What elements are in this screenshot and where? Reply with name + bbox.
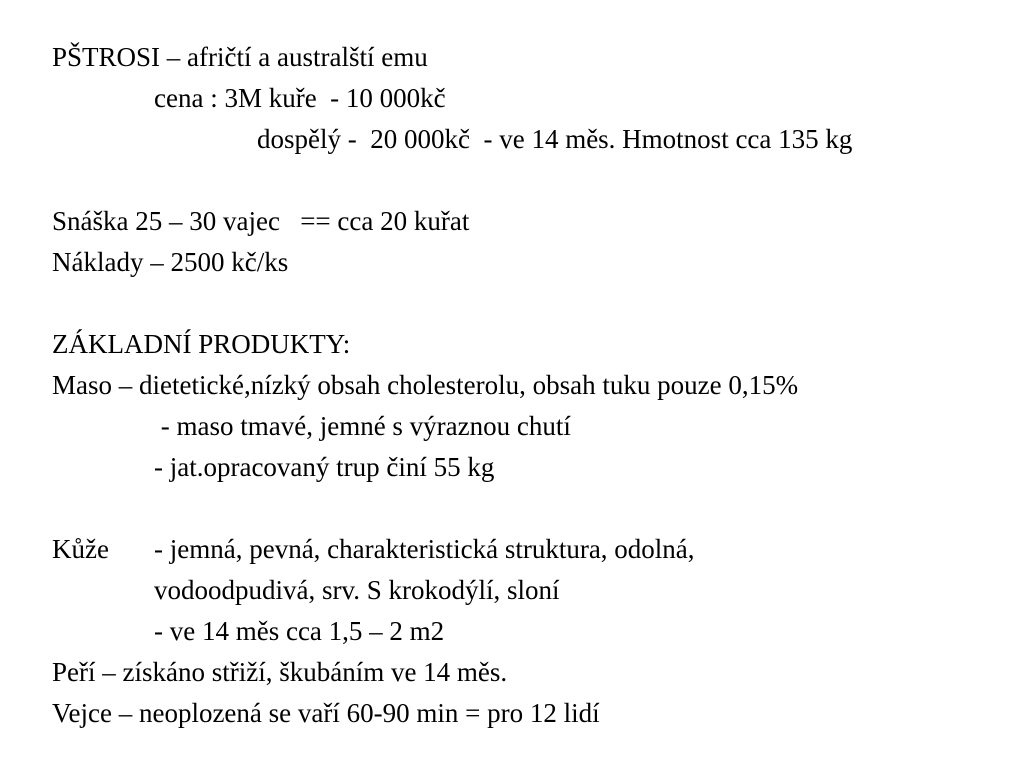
costs-line: Náklady – 2500 kč/ks xyxy=(52,247,289,277)
skin-label: Kůže xyxy=(52,534,109,564)
skin-line-2: vodoodpudivá, srv. S krokodýlí, sloní xyxy=(154,575,560,605)
skin-line-1: - jemná, pevná, charakteristická struktura, odolná, xyxy=(154,534,695,564)
feathers-line: Peří – získáno střiží, škubáním ve 14 měs. xyxy=(52,657,508,687)
meat-line-1: Maso – dietetické,nízký obsah cholesterolu, obsah tuku pouze 0,15% xyxy=(52,370,799,400)
meat-line-3: - jat.opracovaný trup činí 55 kg xyxy=(154,452,495,482)
price-adult: dospělý - 20 000kč - ve 14 měs. Hmotnost cca 135 kg xyxy=(257,124,853,154)
eggs-line: Vejce – neoplozená se vaří 60-90 min = pro 12 lidí xyxy=(52,698,600,728)
products-heading: ZÁKLADNÍ PRODUKTY: xyxy=(52,329,351,359)
slide-heading: PŠTROSI – afričtí a australští emu xyxy=(52,42,428,72)
meat-line-2: - maso tmavé, jemné s výraznou chutí xyxy=(154,411,571,441)
price-chick: cena : 3M kuře - 10 000kč xyxy=(154,83,446,113)
laying-line: Snáška 25 – 30 vajec == cca 20 kuřat xyxy=(52,206,470,236)
skin-line-3: - ve 14 měs cca 1,5 – 2 m2 xyxy=(154,616,445,646)
